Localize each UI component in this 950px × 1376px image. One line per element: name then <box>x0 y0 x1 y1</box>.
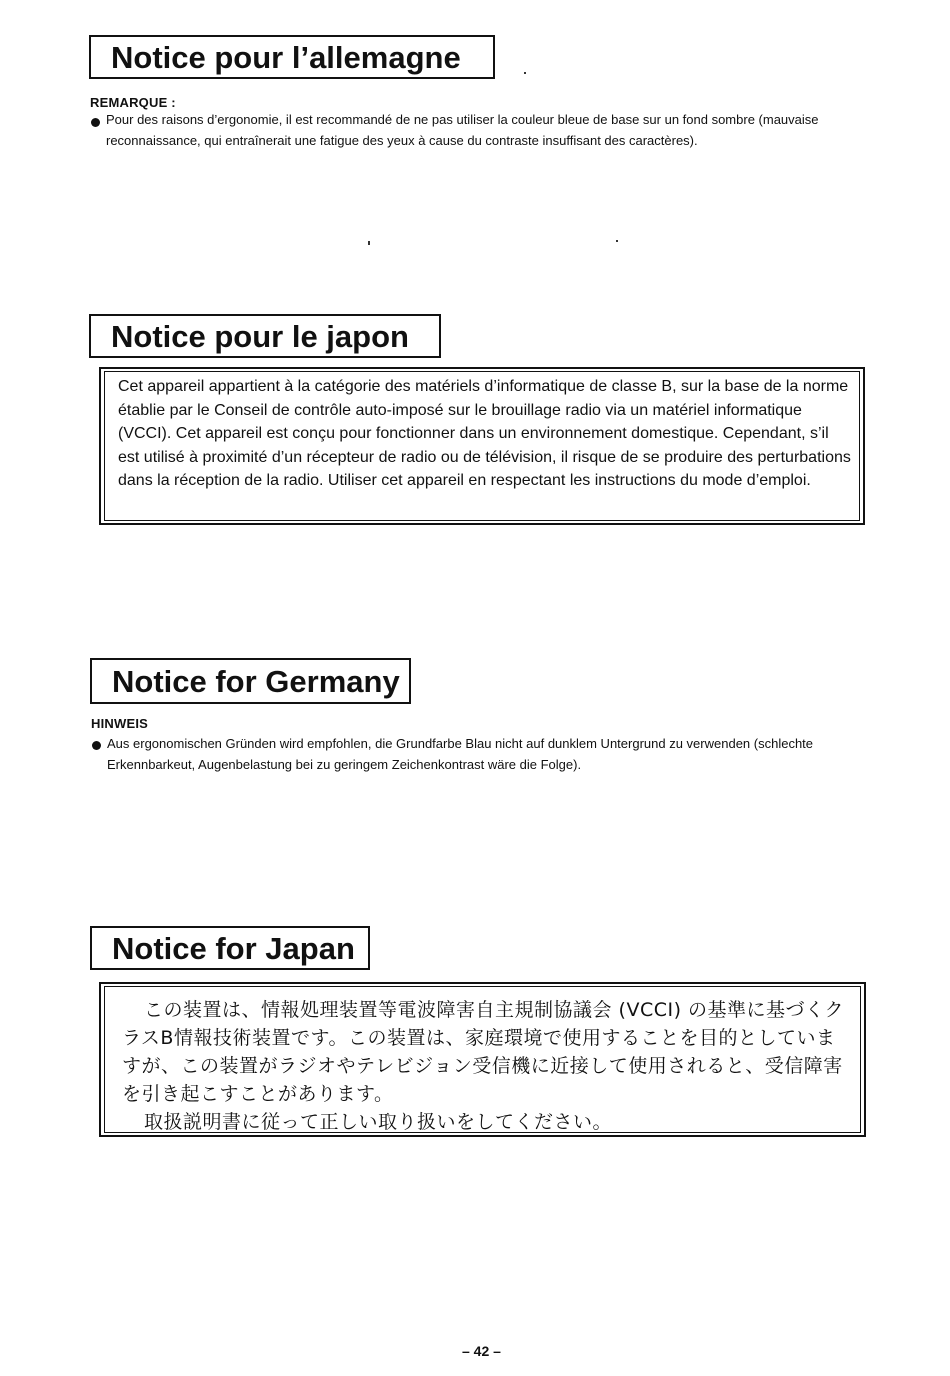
remarque-label: REMARQUE : <box>90 95 176 110</box>
japan-notice-para1: この装置は、情報処理装置等電波障害自主規制協議会 (VCCI) の基準に基づくクラスB情報技術装置です。この装置は、家庭環境で使用することを目的としていますが、この装置がラジオやテレビジョン受信機に近接して使用されると、受信障害を引き起こすことがあります。 <box>122 999 845 1105</box>
japon-notice-text: Cet appareil appartient à la catégorie des matériels d’informatique de classe B, sur la base de la norme établie par le Conseil de contrôle auto-imposé sur le brouillage radio via un matériel informatique (VCCI). Cet appareil est conçu pour fonctionner dans un environnement domestique. Cependant, s’il est utilisé à proximité d’un récepteur de radio ou de télévision, il risque de se produire des perturbations dans la réception de la radio. Utiliser cet appareil en respectant les instructions du mode d’emploi. <box>118 378 851 490</box>
germany-bullet-text: Aus ergonomischen Gründen wird empfohlen, die Grundfarbe Blau nicht auf dunklem Untergrund zu verwenden (schlechte Erkennbarkeut, Augenbelastung bei zu geringem Zeichenkontrast wäre die Folge). <box>107 736 814 772</box>
title-germany-text: Notice for Germany <box>112 663 400 699</box>
title-germany <box>90 658 411 704</box>
hinweis-label: HINWEIS <box>91 716 149 731</box>
scan-speck <box>368 241 370 245</box>
page-number: – 42 – <box>462 1343 501 1359</box>
title-japon <box>89 314 441 358</box>
scan-speck <box>524 72 526 74</box>
scan-speck <box>616 240 618 242</box>
title-japon-text: Notice pour le japon <box>111 318 409 354</box>
title-japan <box>90 926 370 970</box>
title-allemagne-text: Notice pour l’allemagne <box>111 39 461 75</box>
bullet-dot <box>92 741 101 750</box>
title-allemagne <box>89 35 495 79</box>
allemagne-bullet-text: Pour des raisons d’ergonomie, il est recommandé de ne pas utiliser la couleur bleue de base sur un fond sombre (mauvaise reconnaissance, qui entraînerait une fatigue des yeux à cause du contraste insuffisant des caractères). <box>106 112 819 148</box>
bullet-dot <box>91 118 100 127</box>
japan-notice-text <box>122 996 850 1136</box>
japan-notice-para2: 取扱説明書に従って正しい取り扱いをしてください。 <box>144 1111 613 1133</box>
title-japan-text: Notice for Japan <box>112 930 355 966</box>
